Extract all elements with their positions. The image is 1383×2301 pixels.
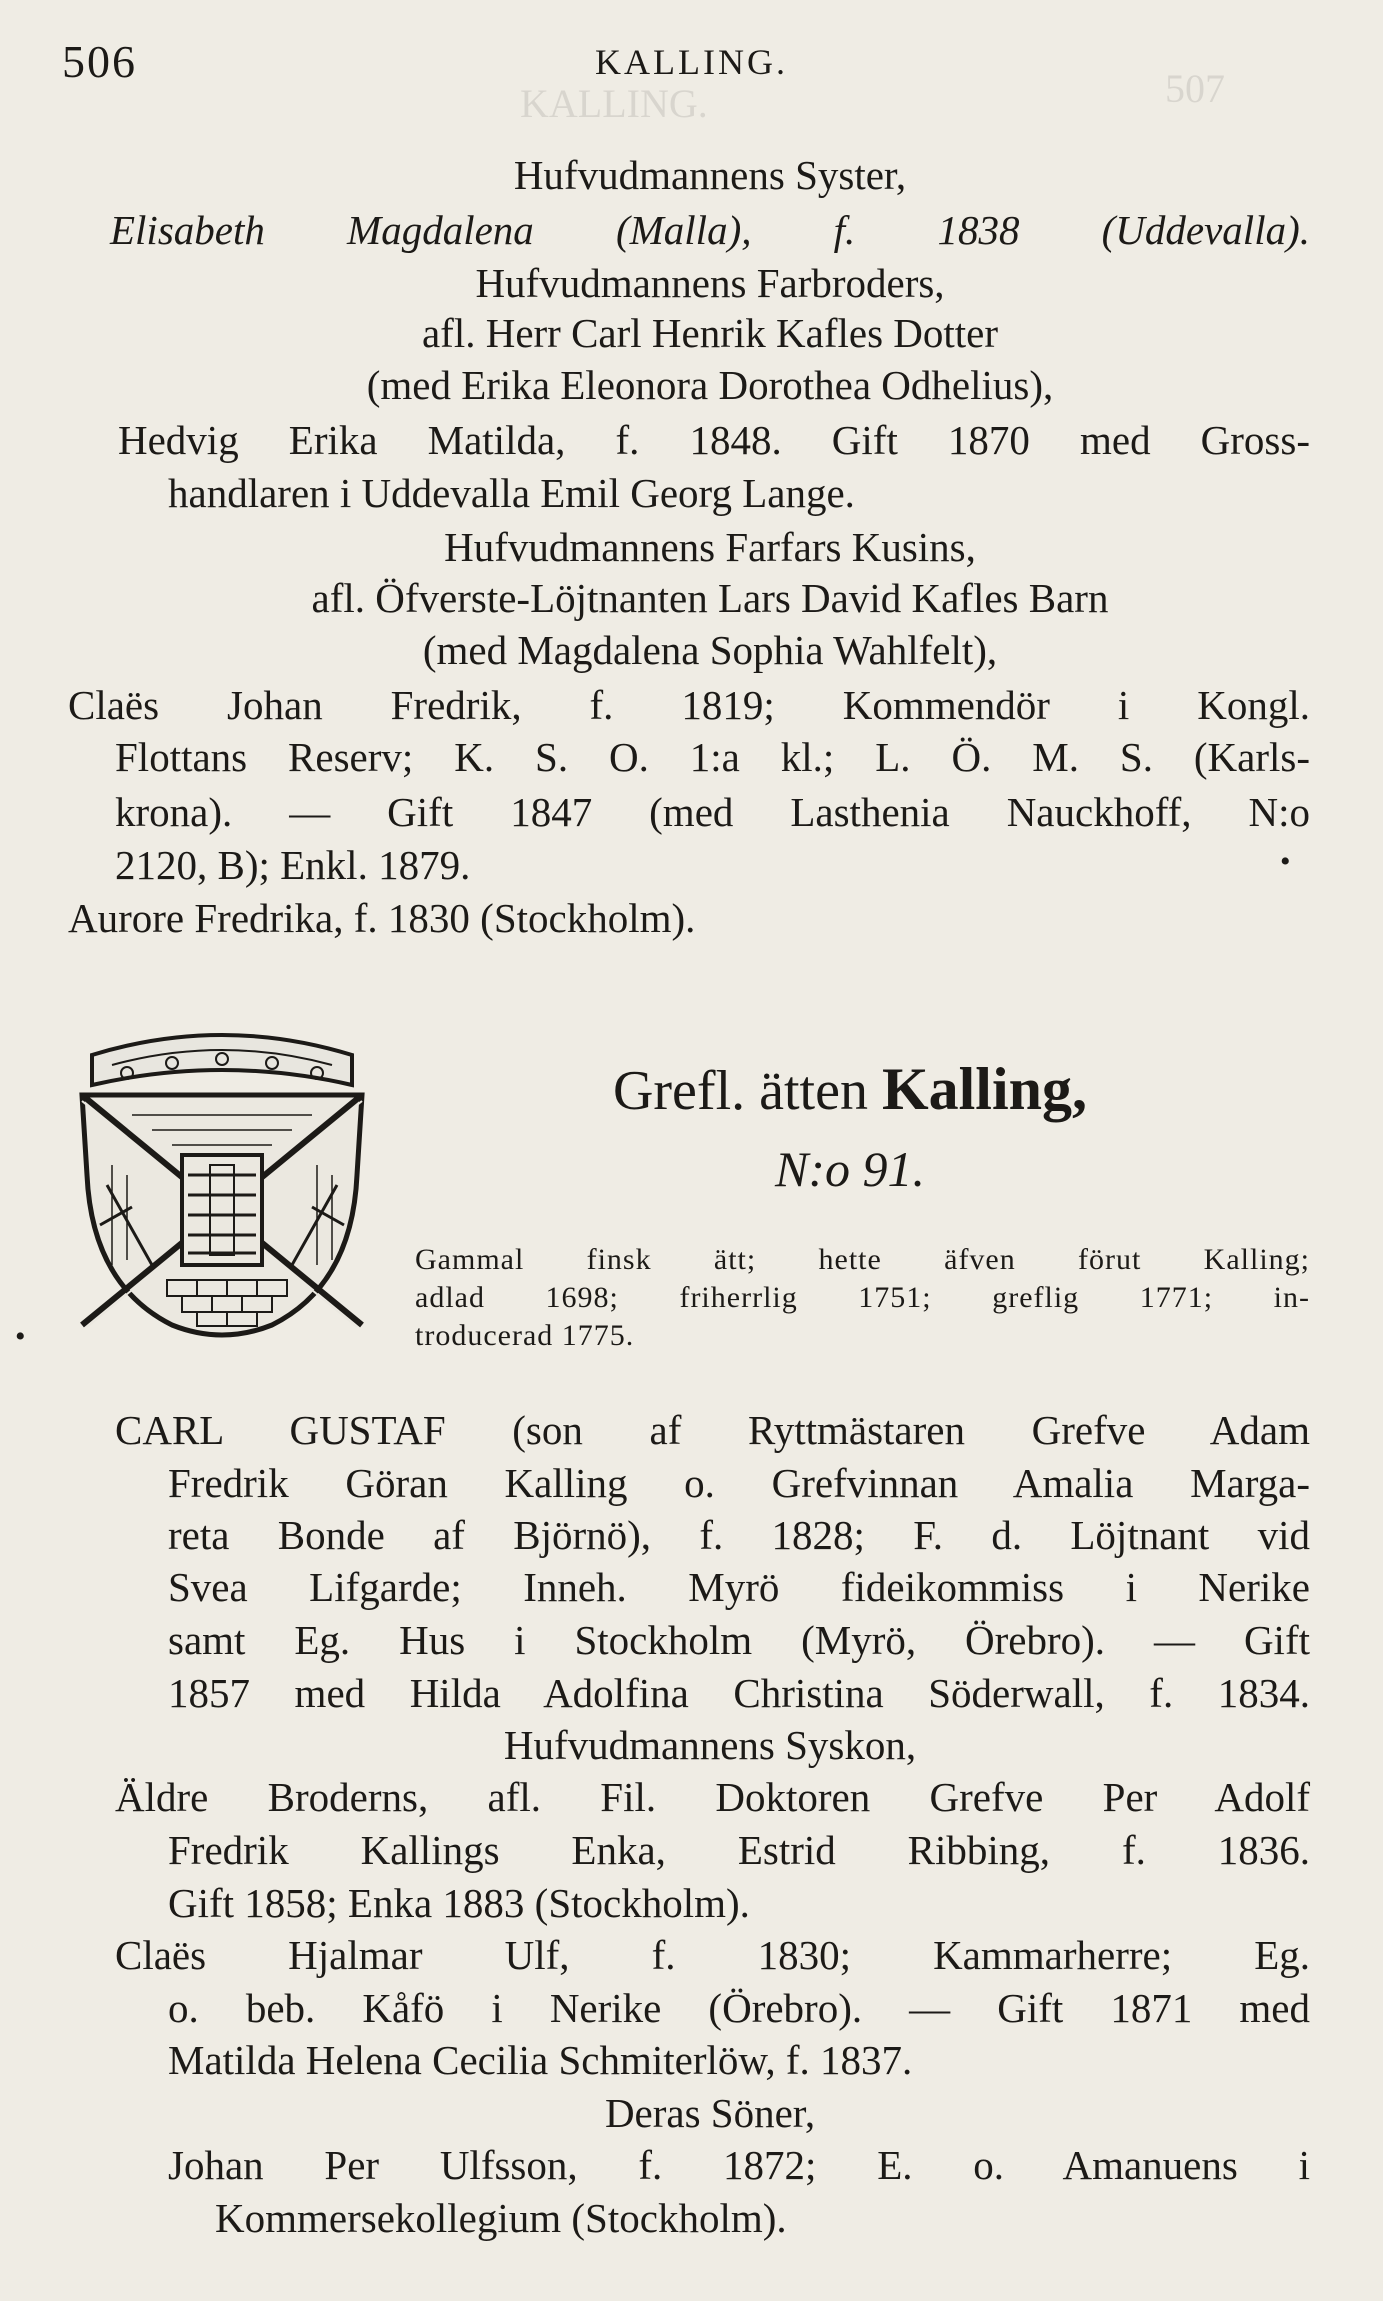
text-line: Hedvig Erika Matilda, f. 1848. Gift 1870 med Gross- xyxy=(118,417,1310,463)
text-line: (med Magdalena Sophia Wahlfelt), xyxy=(422,627,998,673)
text-line: reta Bonde af Björnö), f. 1828; F. d. Löjtnant vid xyxy=(168,1512,1310,1558)
family-description: Gammal finsk ätt; hette äfven förut Kalling; xyxy=(415,1243,1310,1276)
stray-mark: • xyxy=(1280,845,1291,878)
text-line: handlaren i Uddevalla Emil Georg Lange. xyxy=(168,470,855,516)
family-number: N:o 91. xyxy=(775,1141,925,1197)
text-line: (med Erika Eleonora Dorothea Odhelius), xyxy=(366,362,1054,408)
family-description: troducerad 1775. xyxy=(415,1319,635,1352)
text-line: Fredrik Göran Kalling o. Grefvinnan Amalia Marga- xyxy=(168,1460,1310,1506)
text-line: o. beb. Kåfö i Nerike (Örebro). — Gift 1871 med xyxy=(168,1985,1310,2031)
text-line: Matilda Helena Cecilia Schmiterlöw, f. 1837. xyxy=(168,2037,913,2083)
family-title-name: Kalling, xyxy=(881,1056,1088,1122)
text-line: Hufvudmannens Syster, xyxy=(513,152,907,198)
page-header xyxy=(0,35,1383,85)
text-line: Svea Lifgarde; Inneh. Myrö fideikommiss i Nerike xyxy=(168,1564,1310,1610)
text-line: Kommersekollegium (Stockholm). xyxy=(215,2195,787,2241)
text-line: Claës Hjalmar Ulf, f. 1830; Kammarherre; Eg. xyxy=(115,1932,1310,1978)
running-head: KALLING. xyxy=(595,42,788,82)
family-title-prefix: Grefl. ätten xyxy=(612,1060,868,1122)
bleed-through-text: KALLING. xyxy=(520,81,708,126)
text-line: Gift 1858; Enka 1883 (Stockholm). xyxy=(168,1880,750,1926)
text-line: Aurore Fredrika, f. 1830 (Stockholm). xyxy=(68,895,696,941)
page-number: 506 xyxy=(62,36,137,87)
text-line: Elisabeth Magdalena (Malla), f. 1838 (Uddevalla). xyxy=(110,207,1310,253)
text-line: samt Eg. Hus i Stockholm (Myrö, Örebro). — Gift xyxy=(168,1617,1310,1663)
text-line: Fredrik Kallings Enka, Estrid Ribbing, f. 1836. xyxy=(168,1827,1310,1873)
text-line: Äldre Broderns, afl. Fil. Doktoren Grefve Per Adolf xyxy=(115,1774,1310,1820)
stray-mark: • xyxy=(15,1320,26,1353)
text-line: CARL GUSTAF (son af Ryttmästaren Grefve Adam xyxy=(115,1407,1310,1453)
text-line: afl. Öfverste-Löjtnanten Lars David Kafles Barn xyxy=(311,575,1109,621)
text-line: Deras Söner, xyxy=(604,2090,816,2136)
text-line: krona). — Gift 1847 (med Lasthenia Nauckhoff, N:o xyxy=(115,789,1310,835)
text-line: afl. Herr Carl Henrik Kafles Dotter xyxy=(421,310,999,356)
text-line: Hufvudmannens Syskon, xyxy=(503,1722,917,1768)
text-line: 1857 med Hilda Adolfina Christina Söderwall, f. 1834. xyxy=(168,1670,1310,1716)
family-title xyxy=(400,1055,1300,1125)
text-line: Hufvudmannens Farfars Kusins, xyxy=(444,524,976,570)
text-line: Claës Johan Fredrik, f. 1819; Kommendör i Kongl. xyxy=(68,682,1310,728)
coat-of-arms-crest xyxy=(72,1025,372,1355)
text-line: Johan Per Ulfsson, f. 1872; E. o. Amanuens i xyxy=(168,2142,1310,2188)
text-line: Flottans Reserv; K. S. O. 1:a kl.; L. Ö. M. S. (Karls- xyxy=(115,734,1310,780)
bleed-through-text: 507 xyxy=(1165,66,1225,111)
text-line: Hufvudmannens Farbroders, xyxy=(475,260,945,306)
text-line: 2120, B); Enkl. 1879. xyxy=(115,842,471,888)
family-description: adlad 1698; friherrlig 1751; greflig 1771; in- xyxy=(415,1281,1310,1314)
